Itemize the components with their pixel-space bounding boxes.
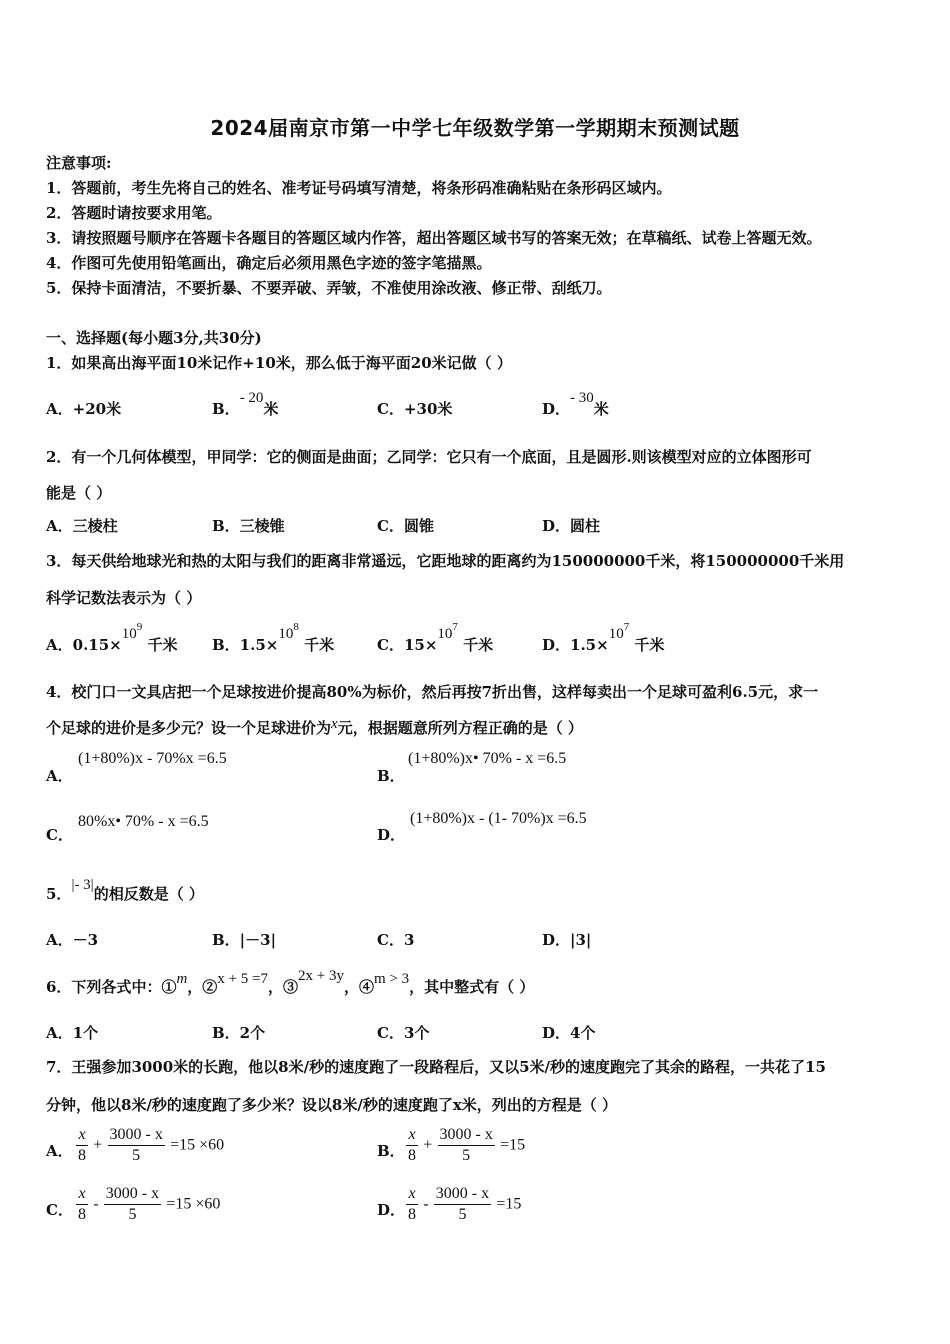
q5-number: 5． bbox=[46, 885, 72, 903]
q3-option-b bbox=[212, 621, 335, 655]
q3-option-a bbox=[46, 621, 178, 655]
question-2-stem-line-2: 能是（ ） bbox=[46, 484, 112, 502]
q7-b-rhs: =15 bbox=[500, 1136, 526, 1154]
q7-d-fraction-2-numerator: 3000 - x bbox=[434, 1184, 491, 1205]
q6-separator-3: ，④ bbox=[343, 978, 374, 996]
q3-option-d bbox=[542, 621, 665, 655]
q7-b-fraction-2 bbox=[438, 1125, 495, 1166]
q2-option-a: A．三棱柱 bbox=[46, 517, 118, 535]
q3-option-b-base: 10 bbox=[278, 626, 294, 642]
q3-option-a-prefix: A．0.15× bbox=[46, 636, 122, 654]
q7-option-d-equation bbox=[406, 1184, 521, 1225]
question-1-stem: 1．如果高出海平面10米记作+10米，那么低于海平面20米记做（ ） bbox=[46, 354, 512, 372]
notice-heading: 注意事项: bbox=[46, 154, 112, 172]
q4-stem-part-b: 元，根据题意所列方程正确的是（ ） bbox=[337, 719, 583, 737]
q5-stem-text: 的相反数是（ ） bbox=[93, 885, 204, 903]
page-title: 2024届南京市第一中学七年级数学第一学期期末预测试题 bbox=[210, 116, 740, 140]
q7-c-fraction-2-numerator: 3000 - x bbox=[104, 1184, 161, 1205]
q6-expression-1: m bbox=[176, 971, 188, 987]
q4-stem-variable: x bbox=[331, 716, 338, 732]
q7-option-c-equation bbox=[76, 1184, 220, 1225]
q7-c-operator: - bbox=[93, 1195, 99, 1213]
q1-option-d bbox=[542, 390, 609, 419]
question-7-stem-line-2: 分钟，他以8米/秒的速度跑了多少米？设以8米/秒的速度跑了x米，列出的方程是（ ） bbox=[46, 1096, 617, 1114]
q7-b-fraction-2-numerator: 3000 - x bbox=[438, 1125, 495, 1146]
q7-b-operator: + bbox=[423, 1136, 433, 1154]
q7-d-fraction-2-denominator: 5 bbox=[458, 1206, 467, 1223]
notice-item-5: 5．保持卡面清洁，不要折暴、不要弄破、弄皱，不准使用涂改液、修正带、刮纸刀。 bbox=[46, 279, 612, 297]
q3-option-b-exponent: 8 bbox=[293, 621, 299, 633]
q4-option-d-label: D． bbox=[377, 826, 406, 844]
q7-option-a-equation bbox=[76, 1125, 224, 1166]
q1-option-d-unit: 米 bbox=[593, 400, 609, 418]
q3-option-d-exponent: 7 bbox=[623, 621, 630, 633]
q7-a-fraction-1-denominator: 8 bbox=[78, 1147, 86, 1164]
q7-option-d-label: D． bbox=[377, 1201, 406, 1219]
q7-a-fraction-2 bbox=[108, 1125, 165, 1166]
question-5-stem bbox=[46, 877, 204, 904]
q7-c-fraction-1 bbox=[76, 1184, 88, 1225]
q7-option-b-label: B． bbox=[377, 1142, 405, 1160]
q7-a-rhs: =15 ×60 bbox=[170, 1136, 225, 1154]
notice-item-2: 2．答题时请按要求用笔。 bbox=[46, 204, 222, 222]
q1-option-b-unit: 米 bbox=[263, 400, 279, 418]
question-4-stem-line-2 bbox=[46, 717, 583, 738]
q7-option-b-equation bbox=[406, 1125, 525, 1166]
q1-option-b bbox=[212, 390, 279, 419]
question-2-stem-line-1: 2．有一个几何体模型，甲同学：它的侧面是曲面；乙同学：它只有一个底面，且是圆形.则该模型对应的立体图形可 bbox=[46, 448, 812, 466]
q6-separator-2: ，③ bbox=[267, 978, 298, 996]
q4-option-a-math: (1+80%)x - 70%x =6.5 bbox=[78, 750, 227, 767]
q6-expression-2: x + 5 =7 bbox=[217, 971, 268, 987]
q4-stem-part-a: 个足球的进价是多少元？设一个足球进价为 bbox=[46, 719, 332, 737]
question-3-stem-line-2: 科学记数法表示为（ ） bbox=[46, 589, 202, 607]
q7-b-fraction-1 bbox=[406, 1125, 418, 1166]
q6-option-b: B．2个 bbox=[212, 1024, 266, 1042]
q2-option-c: C．圆锥 bbox=[377, 517, 434, 535]
q7-c-fraction-2 bbox=[104, 1184, 161, 1225]
q7-option-a-label: A． bbox=[46, 1142, 73, 1160]
q7-c-fraction-1-numerator: x bbox=[76, 1184, 88, 1205]
q7-a-fraction-2-denominator: 5 bbox=[132, 1147, 141, 1164]
q6-expression-4: m > 3 bbox=[373, 971, 410, 987]
q7-c-rhs: =15 ×60 bbox=[166, 1195, 221, 1213]
q7-b-fraction-1-numerator: x bbox=[406, 1125, 418, 1146]
q7-option-c-label: C． bbox=[46, 1201, 73, 1219]
q3-option-d-prefix: D．1.5× bbox=[542, 636, 609, 654]
q3-option-d-base: 10 bbox=[608, 626, 624, 642]
q7-b-fraction-1-denominator: 8 bbox=[408, 1147, 416, 1164]
q7-c-fraction-2-denominator: 5 bbox=[128, 1206, 137, 1223]
q7-c-fraction-1-denominator: 8 bbox=[78, 1206, 86, 1223]
q7-d-rhs: =15 bbox=[496, 1195, 522, 1213]
q1-option-c: C．+30米 bbox=[377, 400, 453, 418]
q6-separator-1: ，② bbox=[187, 978, 218, 996]
q4-option-a-label: A． bbox=[46, 767, 73, 785]
q3-option-c bbox=[377, 621, 494, 655]
q3-option-a-unit: 千米 bbox=[147, 636, 178, 654]
q4-option-b-label: B． bbox=[377, 767, 405, 785]
q2-option-b: B．三棱锥 bbox=[212, 517, 285, 535]
q6-option-d: D．4个 bbox=[542, 1024, 596, 1042]
q7-d-operator: - bbox=[423, 1195, 429, 1213]
question-4-stem-line-1: 4．校门口一文具店把一个足球按进价提高80%为标价，然后再按7折出售，这样每卖出一个足球可盈利6.5元，求一 bbox=[46, 683, 819, 701]
q3-option-b-prefix: B．1.5× bbox=[212, 636, 279, 654]
q6-expression-3: 2x + 3y bbox=[298, 968, 344, 984]
q1-option-b-label: B． bbox=[212, 400, 240, 418]
question-7-stem-line-1: 7．王强参加3000米的长跑，他以8米/秒的速度跑了一段路程后，又以5米/秒的速度跑完了其余的路程，一共花了15 bbox=[46, 1058, 826, 1076]
q4-option-c-math: 80%x• 70% - x =6.5 bbox=[78, 813, 209, 830]
q7-d-fraction-1 bbox=[406, 1184, 418, 1225]
q3-option-c-base: 10 bbox=[437, 626, 453, 642]
notice-item-1: 1．答题前，考生先将自己的姓名、准考证号码填写清楚，将条形码准确粘贴在条形码区域内。 bbox=[46, 179, 672, 197]
q3-option-c-exponent: 7 bbox=[452, 621, 458, 633]
q1-option-d-label: D． bbox=[542, 400, 571, 418]
q3-option-d-unit: 千米 bbox=[634, 636, 665, 654]
q7-d-fraction-1-denominator: 8 bbox=[408, 1206, 416, 1223]
question-3-stem-line-1: 3．每天供给地球光和热的太阳与我们的距离非常遥远，它距地球的距离约为150000000千米，将150000000千米用 bbox=[46, 552, 845, 570]
q7-a-fraction-1-numerator: x bbox=[76, 1125, 88, 1146]
q1-option-b-math: - 20 bbox=[239, 390, 264, 406]
section-heading: 一、选择题(每小题3分,共30分) bbox=[46, 329, 262, 347]
q2-option-d: D．圆柱 bbox=[542, 517, 601, 535]
q1-option-d-math: - 30 bbox=[570, 390, 594, 406]
q7-a-operator: + bbox=[93, 1136, 103, 1154]
q7-a-fraction-2-numerator: 3000 - x bbox=[108, 1125, 165, 1146]
q3-option-c-unit: 千米 bbox=[463, 636, 494, 654]
question-6-stem bbox=[46, 968, 535, 997]
q5-stem-math: |- 3| bbox=[71, 877, 94, 893]
q7-b-fraction-2-denominator: 5 bbox=[462, 1147, 471, 1164]
q4-option-b-math: (1+80%)x• 70% - x =6.5 bbox=[408, 750, 567, 767]
q5-option-b: B．|－3| bbox=[212, 931, 277, 949]
q3-option-b-unit: 千米 bbox=[304, 636, 335, 654]
notice-item-3: 3．请按照题号顺序在答题卡各题目的答题区域内作答，超出答题区域书写的答案无效；在草稿纸、试卷上答题无效。 bbox=[46, 229, 822, 247]
q1-option-a: A．+20米 bbox=[46, 400, 122, 418]
q5-option-a: A．－3 bbox=[46, 931, 99, 949]
q4-option-d-math: (1+80%)x - (1- 70%)x =6.5 bbox=[410, 810, 587, 827]
q3-option-c-prefix: C．15× bbox=[377, 636, 438, 654]
q6-option-c: C．3个 bbox=[377, 1024, 430, 1042]
q5-option-d: D．|3| bbox=[542, 931, 592, 949]
q3-option-a-exponent: 9 bbox=[136, 621, 143, 633]
q4-option-c-label: C． bbox=[46, 826, 73, 844]
q5-option-c: C．3 bbox=[377, 931, 415, 949]
notice-item-4: 4．作图可先使用铅笔画出，确定后必须用黑色字迹的签字笔描黑。 bbox=[46, 254, 492, 272]
q7-a-fraction-1 bbox=[76, 1125, 88, 1166]
q7-d-fraction-1-numerator: x bbox=[406, 1184, 418, 1205]
q6-stem-part-a: 6．下列各式中：① bbox=[46, 978, 177, 996]
q6-stem-part-b: ，其中整式有（ ） bbox=[409, 978, 535, 996]
q7-d-fraction-2 bbox=[434, 1184, 491, 1225]
q6-option-a: A．1个 bbox=[46, 1024, 99, 1042]
q3-option-a-base: 10 bbox=[121, 626, 137, 642]
